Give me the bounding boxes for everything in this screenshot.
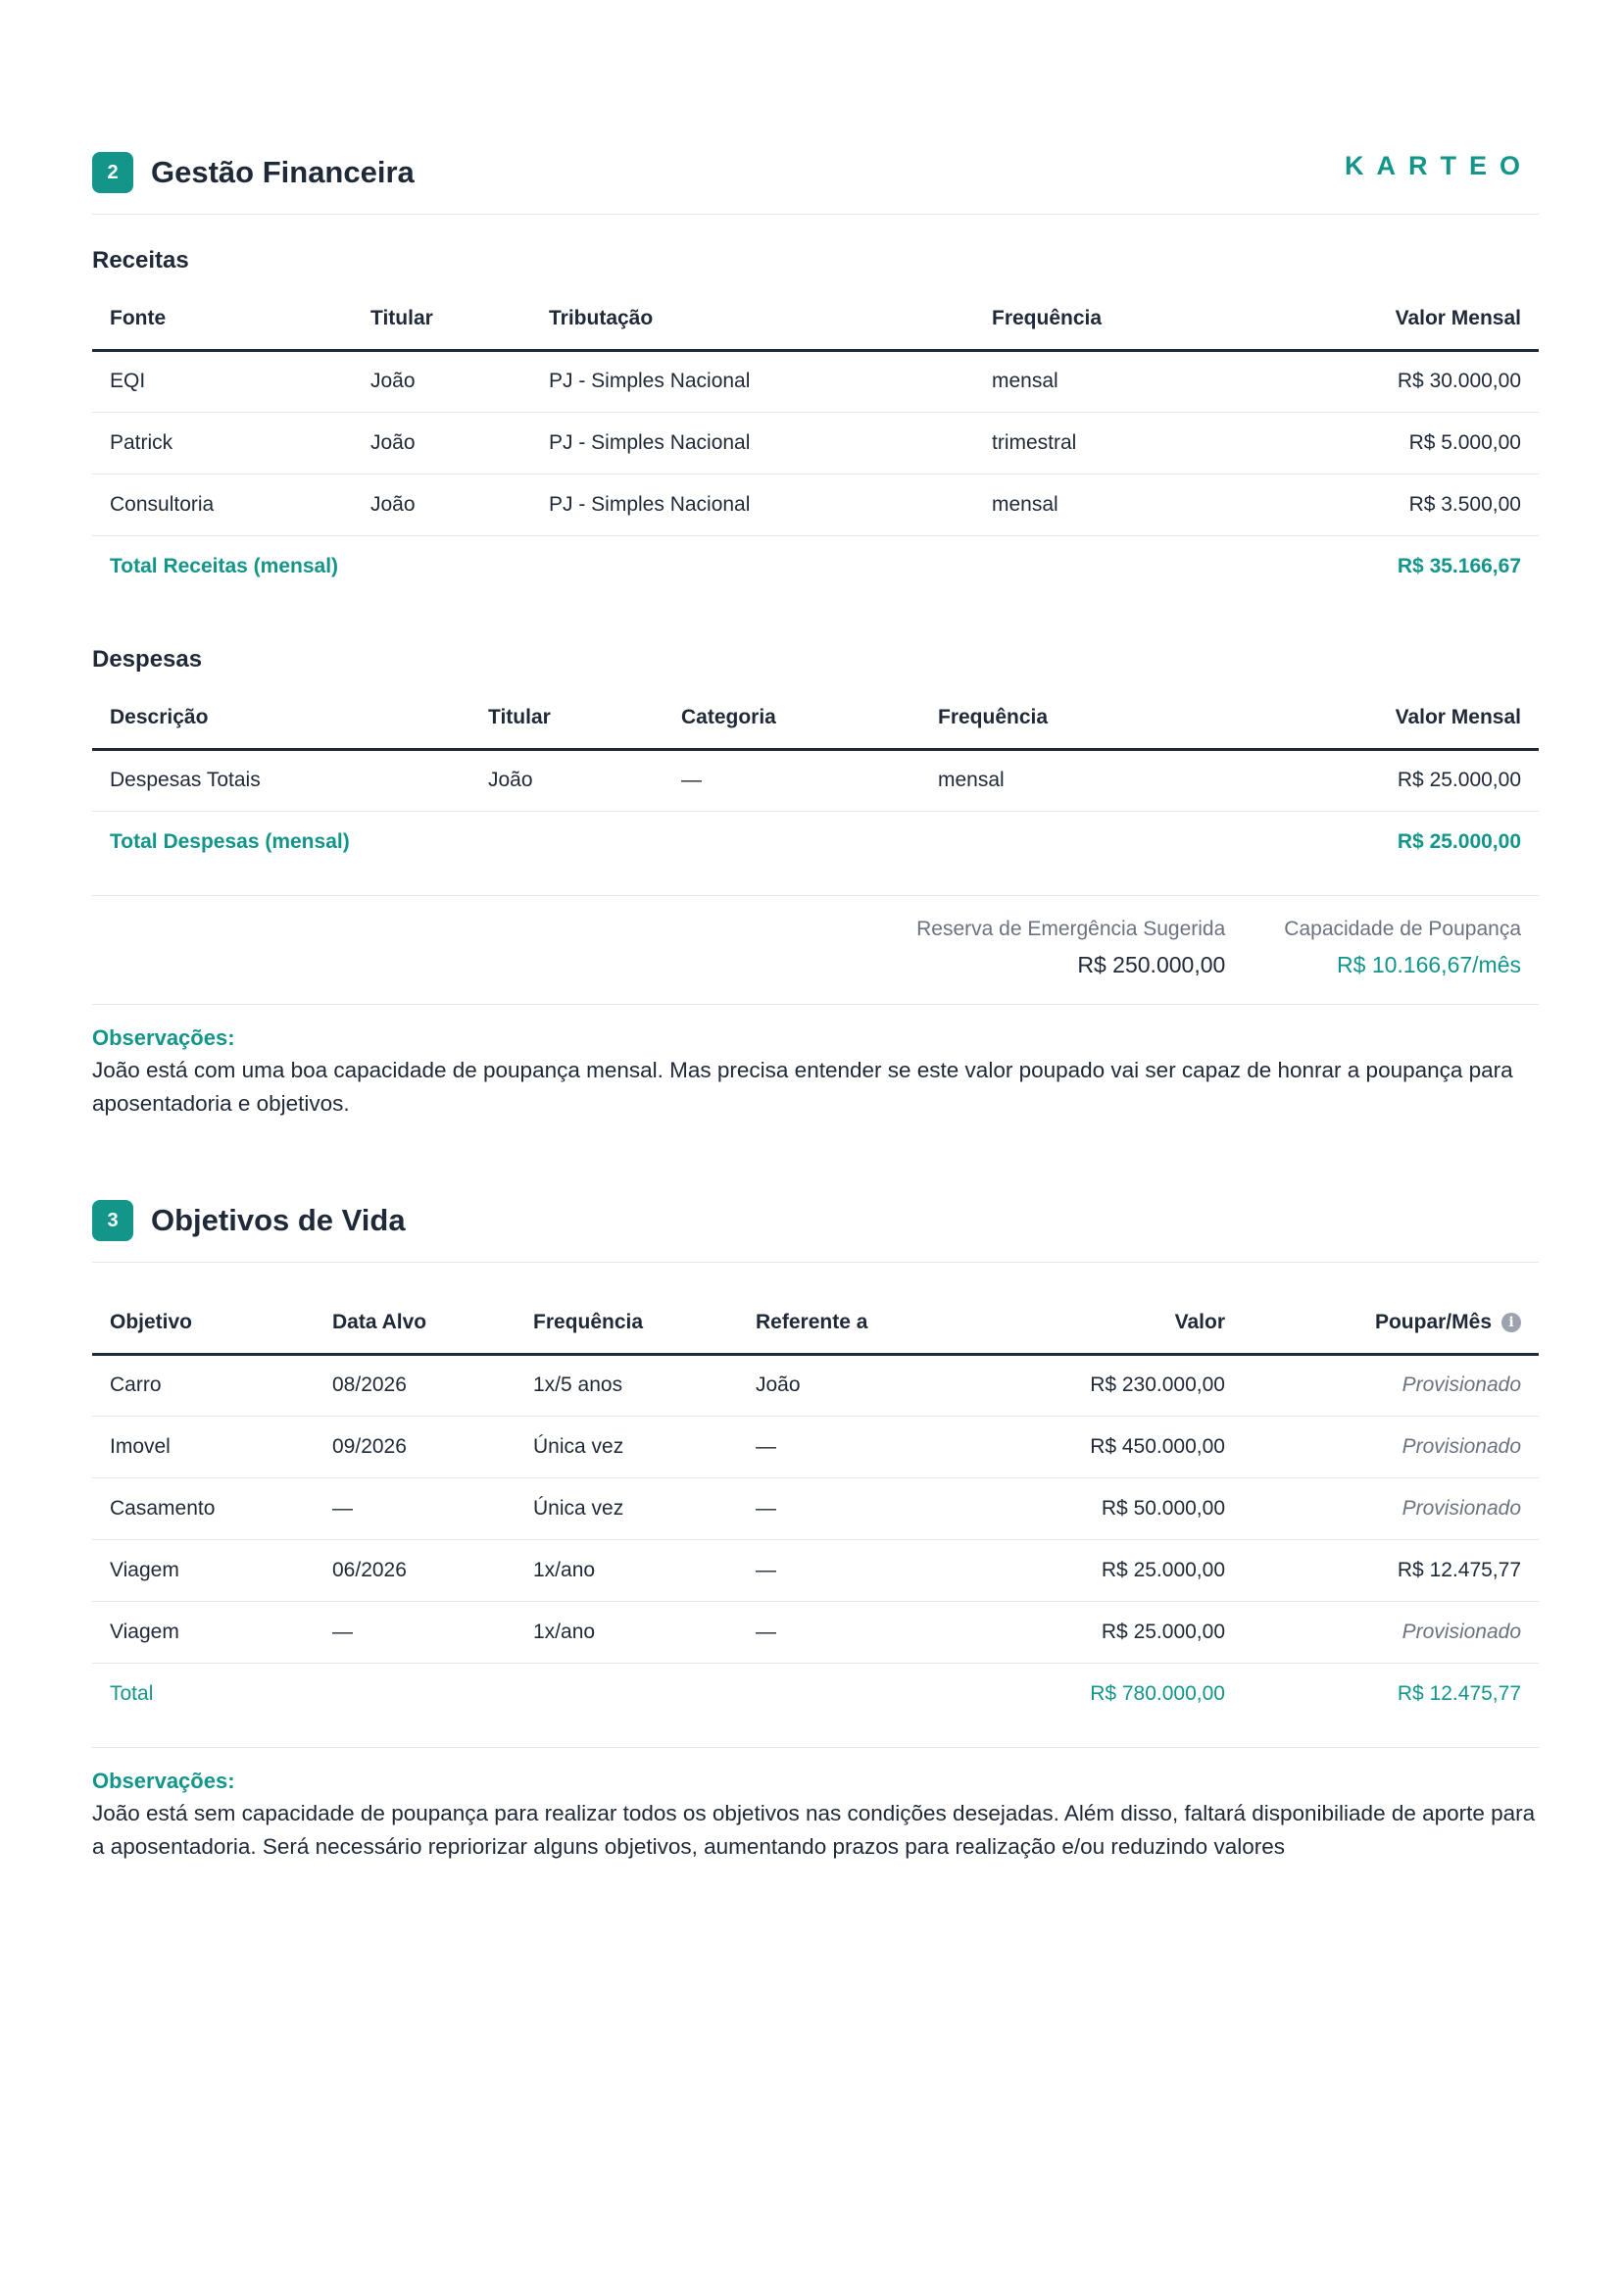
column-header: Valor Mensal [1268, 687, 1539, 749]
cell-frequencia: 1x/5 anos [516, 1354, 738, 1416]
total-value: R$ 35.166,67 [1397, 554, 1521, 577]
total-row [92, 535, 1539, 597]
table-header-row [92, 687, 1539, 749]
total-label: Total Despesas (mensal) [110, 829, 350, 853]
cell-objetivo: Carro [92, 1354, 315, 1416]
column-header: Objetivo [92, 1292, 315, 1354]
cell-valor: R$ 30.000,00 [1268, 350, 1539, 412]
observacoes-objetivos [92, 1766, 1539, 1864]
total-label: Total [110, 1681, 154, 1705]
table-row [92, 1354, 1539, 1416]
column-header: Data Alvo [315, 1292, 516, 1354]
cell-data-alvo: 09/2026 [315, 1416, 516, 1477]
reserva-emergencia [916, 914, 1225, 984]
receitas-heading: Receitas [92, 247, 189, 274]
column-header: Frequência [516, 1292, 738, 1354]
cell-valor: R$ 25.000,00 [1268, 749, 1539, 811]
cell-tributacao: PJ - Simples Nacional [531, 474, 974, 535]
cell-poupar: Provisionado [1243, 1416, 1539, 1477]
cell-titular: João [353, 350, 531, 412]
table-row [92, 1477, 1539, 1539]
cell-objetivo: Viagem [92, 1539, 315, 1601]
obs-title: Observações: [92, 1769, 235, 1793]
table-row [92, 412, 1539, 474]
column-header: Categoria [664, 687, 920, 749]
cell-valor: R$ 50.000,00 [993, 1477, 1243, 1539]
cell-titular: João [470, 749, 664, 811]
column-header: Tributação [531, 288, 974, 350]
cell-valor: R$ 450.000,00 [993, 1416, 1243, 1477]
column-header: Frequência [974, 288, 1268, 350]
cell-titular: João [353, 474, 531, 535]
cell-objetivo: Imovel [92, 1416, 315, 1477]
cell-frequencia: Única vez [516, 1477, 738, 1539]
stat-value: R$ 10.166,67/mês [1337, 952, 1521, 977]
divider [92, 1747, 1539, 1748]
column-header: Titular [353, 288, 531, 350]
section-header-objetivos [92, 1191, 1539, 1250]
obs-text: João está com uma boa capacidade de poupança mensal. Mas precisa entender se este valor poupado vai ser capaz de honrar a poupança para aposentadoria e objetivos. [92, 1058, 1513, 1116]
cell-poupar: R$ 12.475,77 [1243, 1539, 1539, 1601]
stat-value: R$ 250.000,00 [1077, 952, 1226, 977]
section-number-badge: 2 [92, 152, 133, 193]
cell-frequencia: Única vez [516, 1416, 738, 1477]
cell-frequencia: mensal [920, 749, 1268, 811]
info-icon[interactable]: i [1501, 1313, 1521, 1332]
column-header-label: Poupar/Mês [1374, 1310, 1492, 1333]
document-page [92, 0, 1539, 1864]
stat-label: Capacidade de Poupança [1284, 918, 1521, 940]
divider [92, 1262, 1539, 1263]
cell-data-alvo: — [315, 1477, 516, 1539]
cell-objetivo: Casamento [92, 1477, 315, 1539]
table-row [92, 1416, 1539, 1477]
obs-title: Observações: [92, 1025, 235, 1050]
receitas-table [92, 288, 1539, 597]
cell-frequencia: 1x/ano [516, 1601, 738, 1663]
column-header: Frequência [920, 687, 1268, 749]
cell-data-alvo: 06/2026 [315, 1539, 516, 1601]
observacoes-finance [92, 1023, 1539, 1121]
stat-label: Reserva de Emergência Sugerida [916, 918, 1226, 940]
cell-referente: — [738, 1477, 993, 1539]
cell-poupar: Provisionado [1243, 1477, 1539, 1539]
cell-frequencia: 1x/ano [516, 1539, 738, 1601]
cell-descricao: Despesas Totais [92, 749, 470, 811]
despesas-table [92, 687, 1539, 873]
cell-poupar: Provisionado [1243, 1354, 1539, 1416]
cell-objetivo: Viagem [92, 1601, 315, 1663]
section-title: Objetivos de Vida [151, 1203, 406, 1237]
divider [92, 895, 1539, 896]
cell-categoria: — [664, 749, 920, 811]
total-row [92, 811, 1539, 873]
cell-fonte: EQI [92, 350, 353, 412]
divider [92, 1004, 1539, 1005]
cell-frequencia: trimestral [974, 412, 1268, 474]
table-row [92, 749, 1539, 811]
column-header: Valor [993, 1292, 1243, 1354]
cell-referente: — [738, 1539, 993, 1601]
cell-referente: — [738, 1416, 993, 1477]
obs-text: João está sem capacidade de poupança para realizar todos os objetivos nas condições desejadas. Além disso, faltará disponibiliade de aporte para a aposentadoria. Será necessário repriorizar alguns objetivos, aumentando prazos para realização e/ou reduzindo valores [92, 1801, 1536, 1859]
column-header: Fonte [92, 288, 353, 350]
despesas-heading: Despesas [92, 646, 203, 673]
column-header: Descrição [92, 687, 470, 749]
section-title: Gestão Financeira [151, 155, 415, 189]
cell-valor: R$ 25.000,00 [993, 1539, 1243, 1601]
column-header: Valor Mensal [1268, 288, 1539, 350]
table-header-row [92, 1292, 1539, 1354]
cell-frequencia: mensal [974, 474, 1268, 535]
cell-tributacao: PJ - Simples Nacional [531, 350, 974, 412]
column-header: Referente a [738, 1292, 993, 1354]
cell-valor: R$ 5.000,00 [1268, 412, 1539, 474]
cell-fonte: Consultoria [92, 474, 353, 535]
cell-referente: — [738, 1601, 993, 1663]
table-row [92, 1601, 1539, 1663]
cell-valor: R$ 25.000,00 [993, 1601, 1243, 1663]
cell-fonte: Patrick [92, 412, 353, 474]
cell-frequencia: mensal [974, 350, 1268, 412]
total-poupar: R$ 12.475,77 [1397, 1681, 1521, 1705]
cell-valor: R$ 230.000,00 [993, 1354, 1243, 1416]
column-header: Titular [470, 687, 664, 749]
section-header-finance [92, 143, 1539, 202]
cell-titular: João [353, 412, 531, 474]
table-header-row [92, 288, 1539, 350]
cell-referente: João [738, 1354, 993, 1416]
cell-valor: R$ 3.500,00 [1268, 474, 1539, 535]
table-row [92, 474, 1539, 535]
total-value: R$ 25.000,00 [1397, 829, 1521, 853]
cell-poupar: Provisionado [1243, 1601, 1539, 1663]
cell-data-alvo: 08/2026 [315, 1354, 516, 1416]
objetivos-table [92, 1292, 1539, 1724]
capacidade-poupanca [1284, 914, 1521, 984]
total-row [92, 1663, 1539, 1724]
section-number-badge: 3 [92, 1200, 133, 1241]
total-label: Total Receitas (mensal) [110, 554, 339, 577]
karteo-logo: KARTEO [1345, 151, 1533, 180]
column-header-poupar [1243, 1292, 1539, 1354]
cell-data-alvo: — [315, 1601, 516, 1663]
table-row [92, 350, 1539, 412]
financial-summary [92, 914, 1539, 984]
cell-tributacao: PJ - Simples Nacional [531, 412, 974, 474]
divider [92, 214, 1539, 215]
total-valor: R$ 780.000,00 [1090, 1681, 1225, 1705]
table-row [92, 1539, 1539, 1601]
